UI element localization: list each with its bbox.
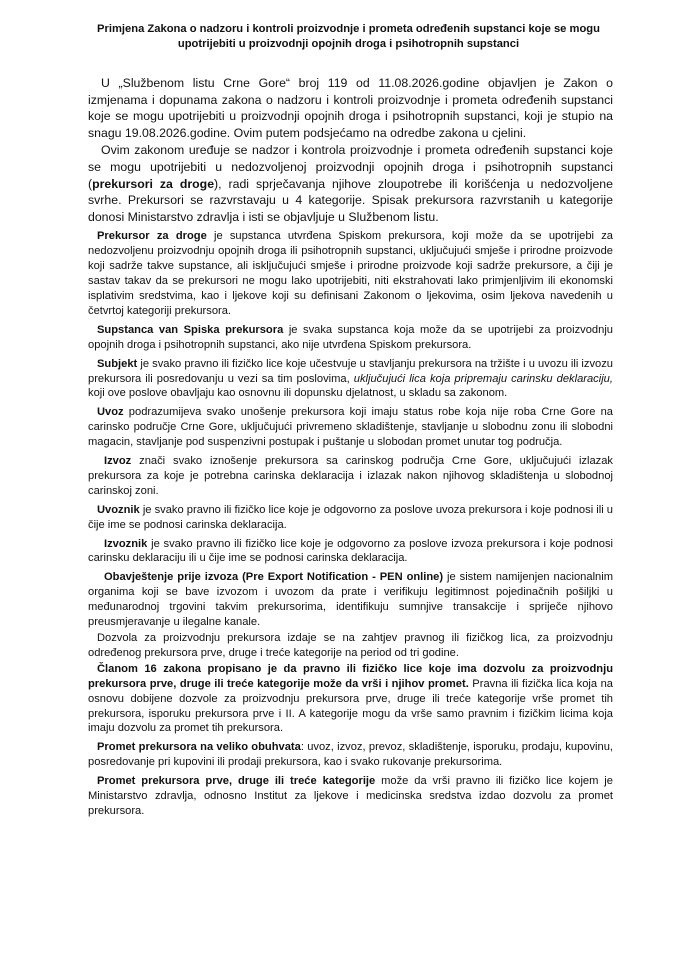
term-uvoznik: Uvoznik [97, 503, 140, 516]
definition-subjekt [88, 357, 613, 402]
term-izvoznik: Izvoznik [104, 537, 148, 550]
definition-dozvola [88, 631, 613, 661]
term-pen: Obavještenje prije izvoza (Pre Export Notification - PEN online) [104, 571, 444, 584]
intro-paragraph-1: U „Službenom listu Crne Gore“ broj 119 od 11.08.2026.godine objavljen je Zakon o izmjenama i dopunama zakona o nadzoru i kontroli proizvodnje i prometa određenih supstanci koje se mogu upotrijebiti u proizvodnji opojnih droga i psihotropnih supstanci, koji je stupio na snagu 19.08.2026.godine. Ovim putem podsjećamo na odredbe zakona u cjelini. [88, 76, 613, 140]
text-subjekt-italic: uključujući lica koja pripremaju carinsku deklaraciju, [353, 372, 613, 385]
term-promet-kategorije: Promet prekursora prve, druge ili treće kategorije [97, 775, 376, 788]
term-prekursor: Prekursor za droge [97, 230, 207, 243]
text-uvoznik: je svako pravno ili fizičko lice koje je odgovorno za poslove uvoza prekursora i koje podnosi ili u čije ime se podnosi carinska deklaracija. [88, 503, 613, 531]
definition-promet-veliko [88, 740, 613, 770]
document-title: Primjena Zakona o nadzoru i kontroli proizvodnje i prometa određenih supstanci koje se mogu upotrijebiti u proizvodnji opojnih droga i psihotropnih supstanci [97, 23, 600, 50]
text-pen: je sistem namijenjen nacionalnim organima koji se bave izvozom i uvozom da prate i verifikuju legitimnost pojedinačnih pošiljki u međunarodnoj trgovini takvim prekursorima, identifikuju sumnjive transakcije i spriječe njihovo preusmjeravanje u ilegalne kanale. [88, 571, 613, 629]
text-promet-kategorije: može da vrši pravno ili fizičko lice kojem je Ministarstvo zdravlja, odnosno Institut za ljekove i medicinska sredstva izdao dozvolu za promet prekursora. [88, 775, 613, 817]
definition-uvoz [88, 405, 613, 450]
text-prekursor: je supstanca utvrđena Spiskom prekursora, koji može da se upotrijebi za nedozvoljenu proizvodnju opojnih droga ili psihotropnih supstanci, uključujući smješe i prirodne proizvode koji sadrže takve supstance, ali isključujući smješe i prirodne proizvode koji sadrže prekursore, a čiji je sastav takav da se prekursori ne mogu lako upotrijebiti, niti ekstrahovati lako primjenljivim ili ekonomski isplativim sredstvima, kao i ljekove koji su definisani Zakonom o ljekovima, osim ljekova navedenih u četvrtoj kategoriji prekursora. [88, 230, 613, 317]
definition-izvoz [88, 454, 613, 499]
text-uvoz: podrazumijeva svako unošenje prekursora koji imaju status robe koja nije roba Crne Gore na carinsko područje Crne Gore, uključujući privremeno skladištenje, stavljanje u slobodnu zonu ili slobodni magacin, stavljanje pod suspenzivni postupak i puštanje u slobodan promet unutar tog područja. [88, 406, 613, 449]
intro-paragraph-2 [88, 142, 613, 225]
definition-promet-kategorije [88, 774, 613, 819]
definition-pen [88, 570, 613, 630]
term-izvoz: Izvoz [104, 455, 132, 468]
intro-2-text-pre: Ovim zakonom uređuje se nadzor i kontrola proizvodnje i prometa određenih supstanci koje se mogu upotrijebiti u nedozvoljenoj proizvodnji opojnih droga i psihotropnih supstanci ( [88, 143, 613, 191]
term-uvoz: Uvoz [97, 406, 124, 419]
text-supstanca: je svaka supstanca koja može da se upotrijebi za proizvodnju opojnih droga i psihotropnih supstanci, ako nije utvrđena Spiskom prekursora. [88, 323, 613, 351]
intro-2-text-post: ), radi sprječavanja njihove zloupotrebe ili korišćenja u nedozvoljene svrhe. Prekursori se razvrstavaju u 4 kategorije. Spisak prekursora razvrstanih u kategorije donosi Ministarstvo zdravlja i isti se objavljuje u Službenom listu. [88, 176, 613, 224]
text-promet-veliko: : uvoz, izvoz, prevoz, skladištenje, isporuku, prodaju, kupovinu, posredovanje pri kupovini ili prodaji prekursora, kao i svako rukovanje prekursorima. [88, 741, 613, 769]
definition-prekursor [88, 229, 613, 318]
term-supstanca: Supstanca van Spiska prekursora [97, 323, 284, 336]
term-clan16: Članom 16 zakona propisano je da pravno ili fizičko lice koje ima dozvolu za proizvodnju prekursora prve, druge ili treće kategorije može da vrši i njihov promet. [88, 662, 613, 690]
definition-supstanca [88, 323, 613, 353]
term-promet-veliko: Promet prekursora na veliko obuhvata [97, 741, 301, 754]
text-clan16: Pravna ili fizička lica koja na osnovu dobijene dozvole za proizvodnju prekursora prve, druge ili treće kategorije vrše promet tih prekursora, isporuku prekursora prve i II. A kategorije mogu da vrše samo pravnim i fizičkim licima koja imaju dozvolu za promet tih prekursora. [88, 677, 613, 735]
text-izvoznik: je svako pravno ili fizičko lice koje je odgovorno za poslove izvoza prekursora i koje podnosi carinsku deklaraciju ili u čije ime se podnosi carinska deklaracija. [88, 537, 613, 565]
text-izvoz: znači svako iznošenje prekursora sa carinskog područja Crne Gore, uključujući izlazak prekursora za koje je potrebna carinska deklaracija i izlazak nakon njihovog skladištenja u slobodnoj carinskoj zoni. [88, 455, 613, 497]
text-dozvola: Dozvola za proizvodnju prekursora izdaje se na zahtjev pravnog ili fizičkog lica, za proizvodnju određenog prekursora prve, druge i treće kategorije na period od tri godine. [88, 632, 613, 659]
definition-izvoznik [88, 537, 613, 567]
intro-2-bold-term: prekursori za droge [92, 176, 215, 191]
definition-clan16 [88, 662, 613, 737]
text-subjekt-post: koji ove poslove obavljaju kao osnovnu ili dopunsku djelatnost, u skladu sa zakonom. [88, 387, 508, 400]
definition-uvoznik [88, 503, 613, 533]
term-subjekt: Subjekt [97, 357, 138, 370]
text-subjekt-pre: je svako pravno ili fizičko lice koje učestvuje u stavljanju prekursora na tržište i u uvozu ili izvozu prekursora ili posredovanju u vezi sa tim poslovima, [88, 357, 613, 385]
